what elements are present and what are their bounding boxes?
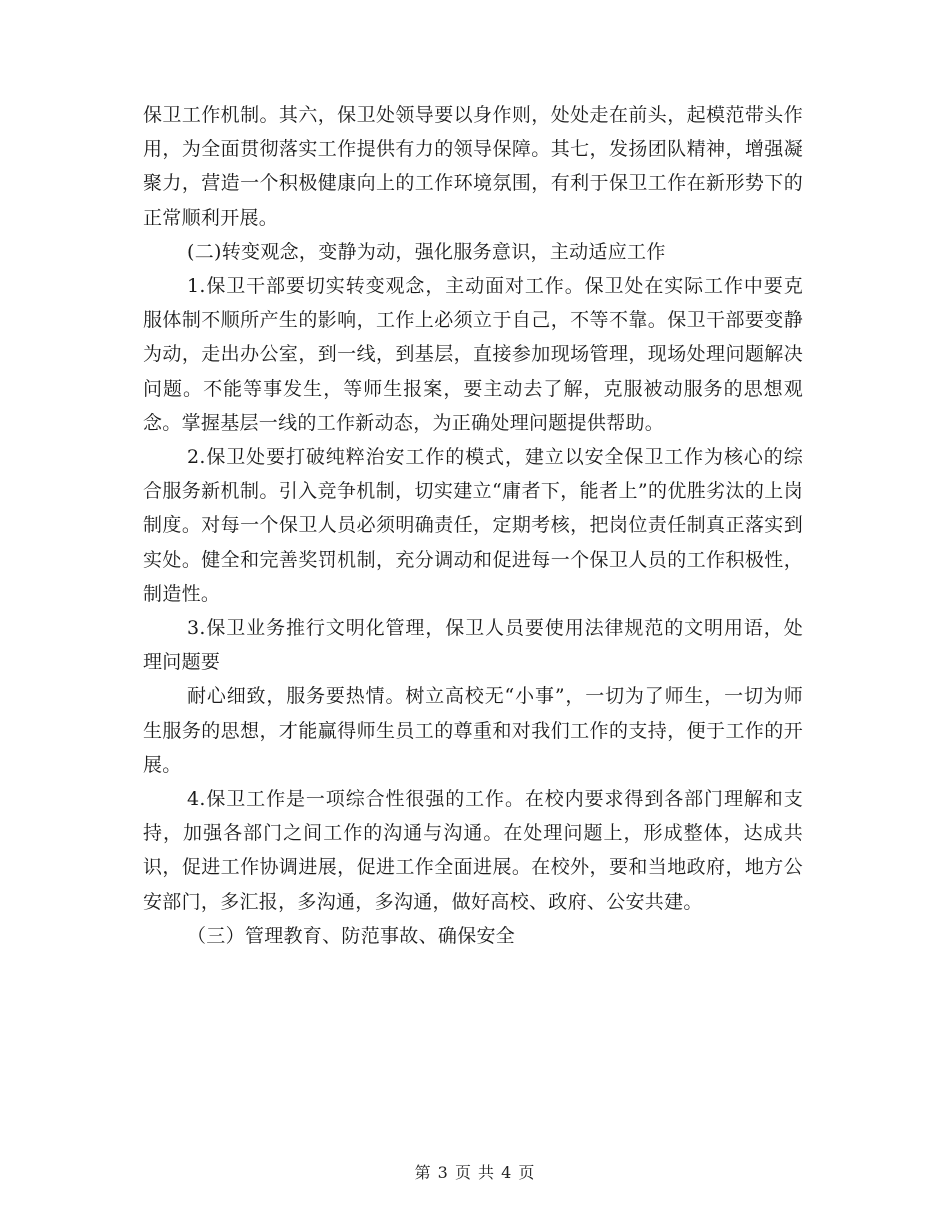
paragraph-item-3-continued: 耐心细致，服务要热情。树立高校无“小事”，一切为了师生，一切为师生服务的思想，才能赢得师生员工的尊重和对我们工作的支持，便于工作的开展。 (143, 685, 803, 776)
paragraph-item-3: 3.保卫业务推行文明化管理，保卫人员要使用法律规范的文明用语，处理问题要 (143, 617, 803, 674)
paragraph-item-4: 4.保卫工作是一项综合性很强的工作。在校内要求得到各部门理解和支持，加强各部门之间工作的沟通与沟通。在处理问题上，形成整体，达成共识，促进工作协调进展，促进工作全面进展。在校外，要和当地政府，地方公安部门，多汇报，多沟通，多沟通，做好高校、政府、公安共建。 (143, 788, 803, 913)
section-heading-2: (二)转变观念，变静为动，强化服务意识，主动适应工作 (187, 240, 666, 263)
paragraph-item-2: 2.保卫处要打破纯粹治安工作的模式，建立以安全保卫工作为核心的综合服务新机制。引入竞争机制，切实建立“庸者下，能者上”的优胜劣汰的上岗制度。对每一个保卫人员必须明确责任，定期考核，把岗位责任制真正落实到实处。健全和完善奖罚机制，充分调动和促进每一个保卫人员的工作积极性，制造性。 (143, 446, 803, 605)
document-body (143, 98, 803, 953)
page-number-footer: 第 3 页 共 4 页 (414, 1163, 536, 1182)
paragraph-item-1: 1.保卫干部要切实转变观念，主动面对工作。保卫处在实际工作中要克服体制不顺所产生的影响，工作上必须立于自己，不等不靠。保卫干部要变静为动，走出办公室，到一线，到基层，直接参加现场管理，现场处理问题解决问题。不能等事发生，等师生报案，要主动去了解，克服被动服务的思想观念。掌握基层一线的工作新动态，为正确处理问题提供帮助。 (143, 275, 803, 434)
section-heading-3: （三）管理教育、防范事故、确保安全 (187, 924, 516, 947)
paragraph-continuation: 保卫工作机制。其六，保卫处领导要以身作则，处处走在前头，起模范带头作用，为全面贯彻落实工作提供有力的领导保障。其七，发扬团队精神，增强凝聚力，营造一个积极健康向上的工作环境氛围，有利于保卫工作在新形势下的正常顺利开展。 (143, 104, 803, 229)
